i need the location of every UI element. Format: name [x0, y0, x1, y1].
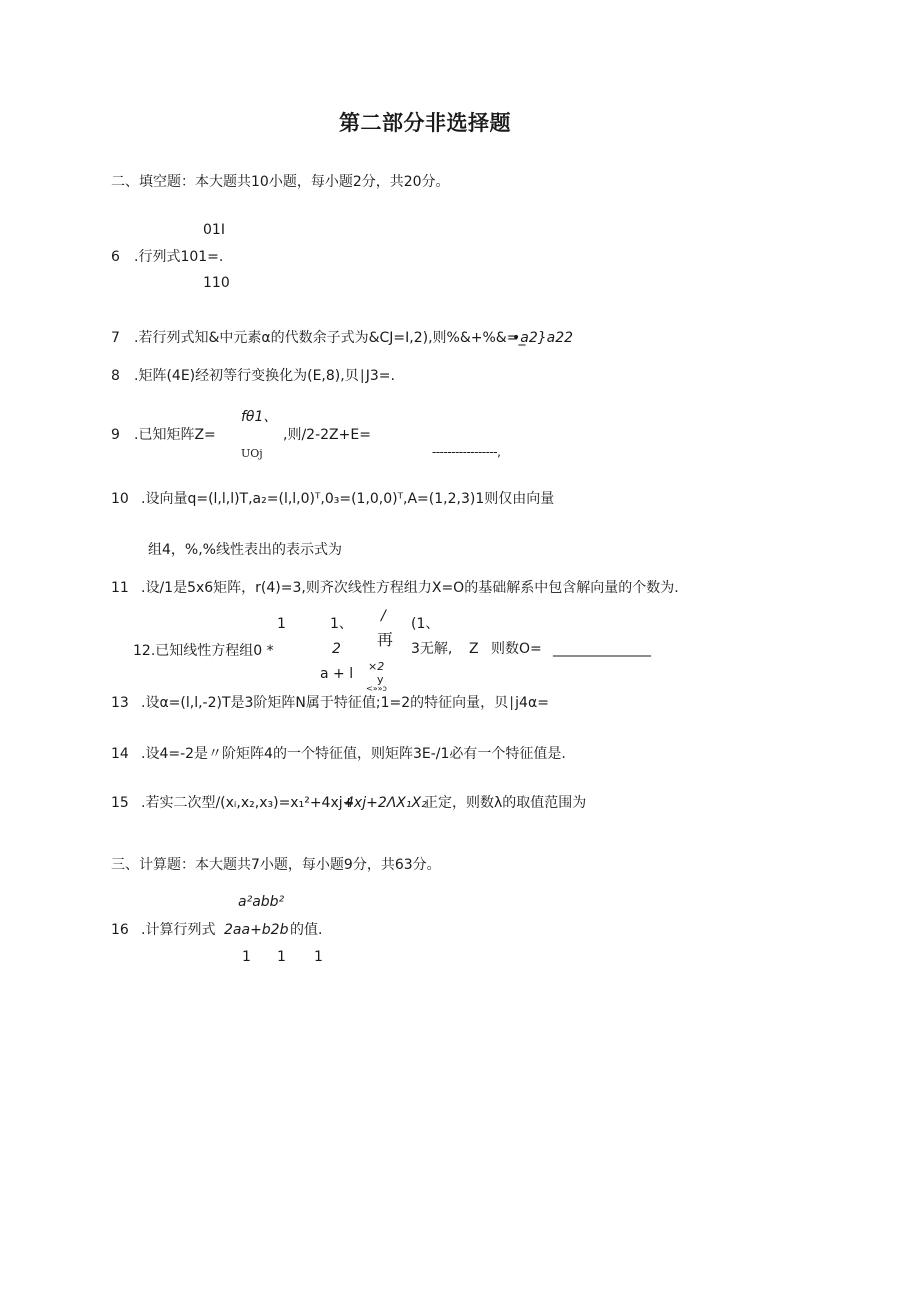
q10-number: 10 — [111, 491, 129, 507]
q13-text: .设α=(l,l,-2)T是3阶矩阵N属于特征值;1=2的特征向量，贝∣j4α= — [141, 695, 549, 711]
q12-col2-mid: 2 — [332, 641, 341, 657]
q12-col2-bottom: a + l — [320, 666, 354, 682]
q7-number: 7 — [111, 330, 120, 346]
q12-slash: / — [381, 608, 386, 624]
q16-det-row3-b: 1 — [277, 949, 286, 965]
q12-col4-top: (1、 — [411, 616, 440, 632]
q9-matrix-top: fθ1、 — [241, 409, 278, 425]
q11-number: 11 — [111, 580, 129, 596]
q12-col3-bottom: ×2 — [368, 660, 385, 673]
q11-text: .设/1是5x6矩阵，r(4)=3,则齐次线性方程组力X=O的基础解系中包含解向量的个数为. — [141, 580, 679, 596]
q16-text-c: 的值. — [290, 922, 323, 938]
q9-matrix-bottom: UOj — [241, 447, 263, 460]
q7-tail: •a2}a22 — [512, 330, 574, 346]
q12-after: 则数O= — [491, 641, 542, 657]
q12-col1-top: 1 — [277, 616, 286, 632]
q9-after: ,则∕2-2Z+E= — [283, 427, 371, 443]
q14-number: 14 — [111, 746, 129, 762]
section2-header: 二、填空题：本大题共10小题，每小题2分，共20分。 — [111, 174, 450, 190]
page-title: 第二部分非选择题 — [339, 111, 511, 135]
q8-number: 8 — [111, 368, 120, 384]
q12-col3-bottom2: <»»ɔ — [366, 684, 387, 693]
q12-col2-bottom-sub: y — [377, 673, 384, 686]
q10-text: .设向量q=(l,l,l)T,a₂=(l,l,0)ᵀ,0₃=(1,0,0)ᵀ,A=(1,2,3)1则仅由向量 — [141, 491, 555, 507]
q15-number: 15 — [111, 795, 129, 811]
q14-text: .设4=-2是〃阶矩阵4的一个特征值，则矩阵3E-/1必有一个特征值是. — [141, 746, 566, 762]
q8-text: .矩阵(4E)经初等行变换化为(E,8),贝∣J3=. — [134, 368, 395, 384]
q6-number: 6 — [111, 249, 120, 265]
q15-text-b: 4xj+2ΛX₁X₂ — [345, 795, 427, 811]
q10-line2: 组4，%,%线性表出的表示式为 — [148, 542, 342, 558]
q16-number: 16 — [111, 922, 129, 938]
q12-blank: ______________ — [553, 641, 651, 657]
q16-text-b: 2aa+b2b — [224, 922, 289, 938]
q6-text: .行列式101=. — [134, 249, 224, 265]
q9-text: .已知矩阵Z= — [134, 427, 216, 443]
q12-col3-mid: 再 — [377, 630, 394, 649]
q12-label: 12.已知线性方程组0 * — [133, 643, 274, 659]
q16-text-a: .计算行列式 — [141, 922, 216, 938]
q15-text-a: .若实二次型/(xᵢ,x₂,x₃)=x₁²+4xj+ — [141, 795, 355, 811]
q12-col2-top: 1、 — [330, 616, 353, 632]
q16-det-row1: a²abb² — [238, 894, 285, 910]
q9-number: 9 — [111, 427, 120, 443]
q16-det-row3-a: 1 — [242, 949, 251, 965]
q9-blank: -----------------, — [432, 445, 501, 459]
q15-text-c: 正定，则数λ的取值范围为 — [424, 795, 587, 811]
section3-header: 三、计算题：本大题共7小题，每小题9分，共63分。 — [111, 857, 441, 873]
q12-z: Z — [469, 641, 479, 657]
q13-number: 13 — [111, 695, 129, 711]
q6-det-row3: 110 — [203, 275, 230, 291]
q7-text: .若行列式知&中元素α的代数余子式为&CJ=I,2),则%&+%&=_ — [134, 330, 526, 346]
q6-det-row1: 01I — [203, 222, 225, 238]
q16-det-row3-c: 1 — [314, 949, 323, 965]
q12-tail: 3无解, — [411, 641, 453, 657]
